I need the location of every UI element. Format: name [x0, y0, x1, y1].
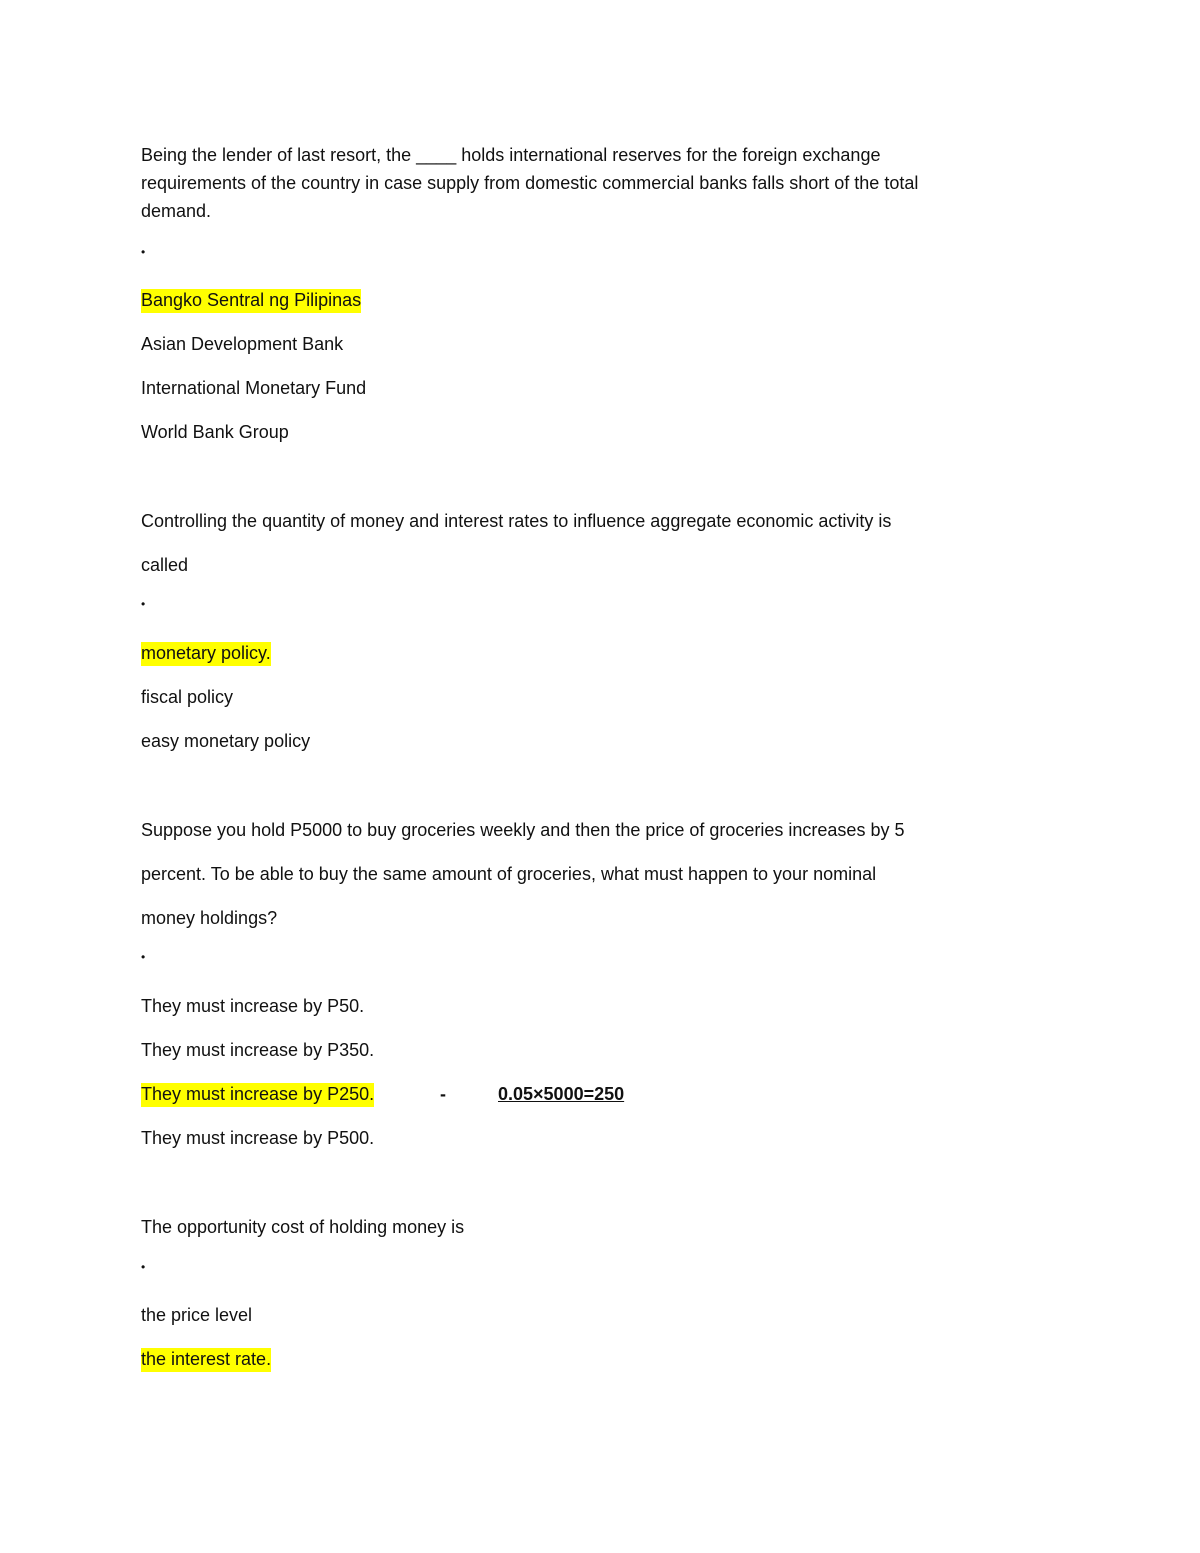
question-3-bullet: • [141, 950, 146, 964]
calculation-dash: - [440, 1084, 446, 1104]
question-4-prompt-line-1: The opportunity cost of holding money is [141, 1217, 465, 1237]
question-3-option-3 [141, 1082, 841, 1106]
question-3-prompt-line-3: money holdings? [141, 908, 278, 928]
question-4-option-2-text: the interest rate. [141, 1348, 271, 1372]
question-1-option-2: Asian Development Bank [141, 334, 344, 354]
question-3-option-4: They must increase by P500. [141, 1128, 375, 1148]
question-2-option-3: easy monetary policy [141, 731, 311, 751]
question-1-prompt-line-1: Being the lender of last resort, the ____ holds international reserves for the foreign exchange [141, 145, 881, 165]
question-4-option-1: the price level [141, 1305, 253, 1325]
question-2-option-1 [141, 641, 271, 665]
question-4-bullet: • [141, 1260, 146, 1274]
calculation-note: 0.05×5000=250 [498, 1084, 625, 1104]
question-3-option-1: They must increase by P50. [141, 996, 365, 1016]
question-3-option-3-text: They must increase by P250. [141, 1083, 374, 1107]
document-page [141, 0, 1041, 1553]
question-2-prompt-line-1: Controlling the quantity of money and interest rates to influence aggregate economic activity is [141, 511, 892, 531]
question-1-bullet: • [141, 245, 146, 259]
question-1-option-1-text: Bangko Sentral ng Pilipinas [141, 289, 361, 313]
question-2-option-2: fiscal policy [141, 687, 234, 707]
question-1-prompt-line-3: demand. [141, 201, 212, 221]
question-2-prompt-line-2: called [141, 555, 189, 575]
question-1-option-1 [141, 288, 361, 312]
question-2-option-1-text: monetary policy. [141, 642, 271, 666]
question-1-option-4: World Bank Group [141, 422, 289, 442]
question-1-option-3: International Monetary Fund [141, 378, 367, 398]
question-4-option-2 [141, 1347, 271, 1371]
question-3-option-2: They must increase by P350. [141, 1040, 375, 1060]
question-3-prompt-line-2: percent. To be able to buy the same amount of groceries, what must happen to your nominal [141, 864, 877, 884]
question-1-prompt-line-2: requirements of the country in case supply from domestic commercial banks falls short of the total [141, 173, 919, 193]
question-2-bullet: • [141, 597, 146, 611]
question-3-prompt-line-1: Suppose you hold P5000 to buy groceries weekly and then the price of groceries increases by 5 [141, 820, 905, 840]
